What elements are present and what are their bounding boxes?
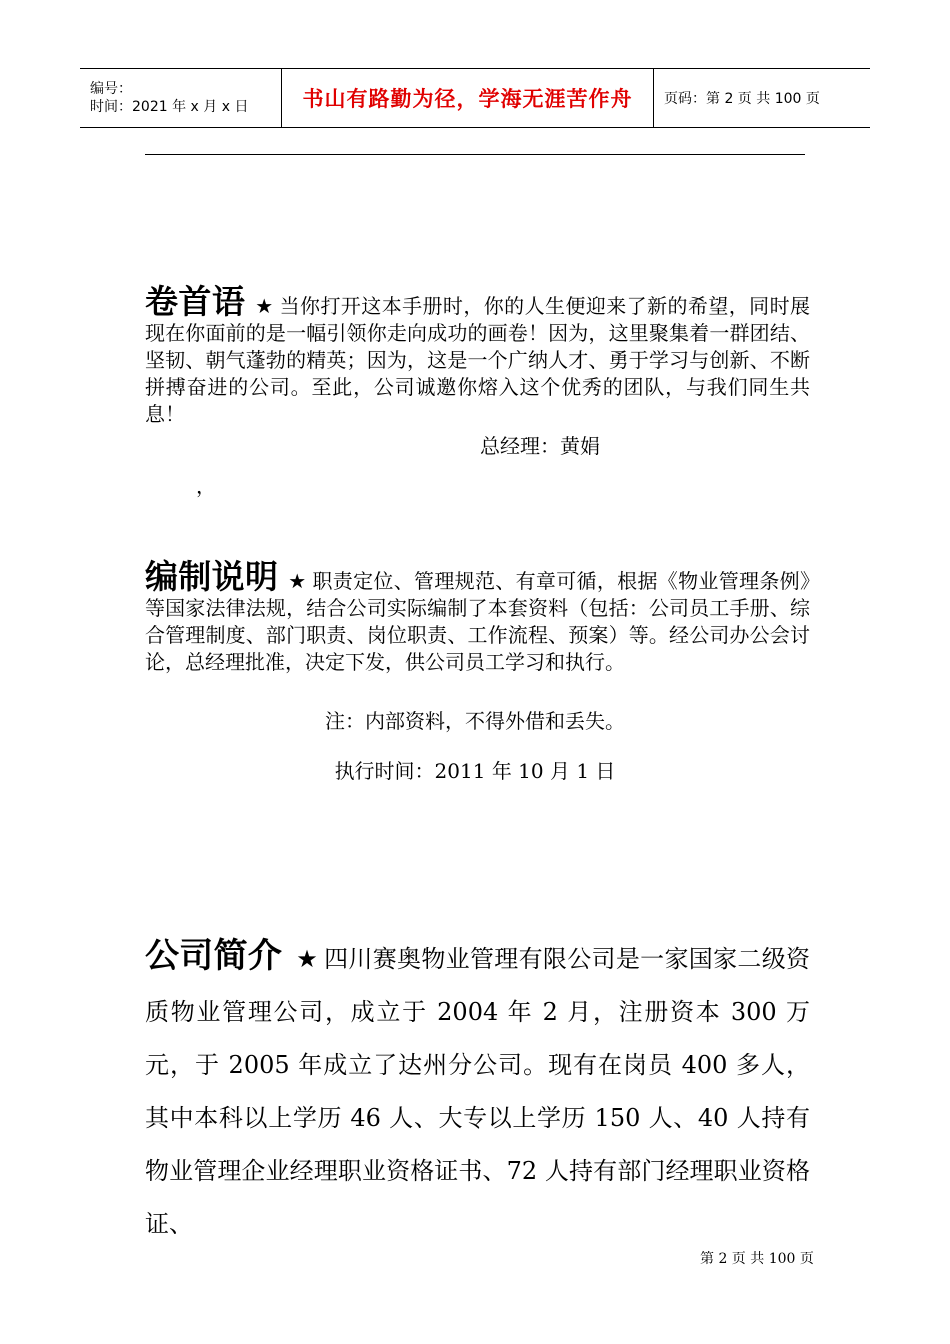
header-motto-cell bbox=[282, 69, 654, 127]
preface-heading: 卷首语 bbox=[145, 282, 246, 321]
header-motto: 书山有路勤为径，学海无涯苦作舟 bbox=[302, 87, 633, 111]
preface-section bbox=[145, 282, 811, 428]
header-page-number: 页码：第 2 页 共 100 页 bbox=[664, 91, 820, 107]
preface-signature: 总经理：黄娟 bbox=[480, 434, 600, 458]
preface-body: 当你打开这本手册时，你的人生便迎来了新的希望，同时展现在你面前的是一幅引领你走向成功的画卷！因为，这里聚集着一群团结、坚韧、朝气蓬勃的精英；因为，这是一个广纳人才、勇于学习与创新、不断拼搏奋进的公司。至此，公司诚邀你熔入这个优秀的团队，与我们同生共息！ bbox=[145, 294, 811, 426]
profile-body: 四川赛奥物业管理有限公司是一家国家二级资质物业管理公司，成立于 2004 年 2 月，注册资本 300 万元，于 2005 年成立了达州分公司。现有在岗员 400 多人，其中本科以上学历 46 人、大专以上学历 150 人、40 人持有物业管理企业经理职业资格证书、72 人持有部门经理职业资格证、 bbox=[145, 945, 811, 1238]
effective-date: 执行时间：2011 年 10 月 1 日 bbox=[334, 759, 616, 783]
document-time: 时间：2021 年 x 月 x 日 bbox=[90, 99, 249, 115]
page-header bbox=[80, 68, 870, 128]
star-icon: ★ bbox=[296, 945, 319, 973]
preface-paragraph bbox=[145, 282, 811, 428]
compilation-heading: 编制说明 bbox=[145, 557, 279, 596]
compilation-body: 职责定位、管理规范、有章可循，根据《物业管理条例》等国家法律法规，结合公司实际编制了本套资料（包括：公司员工手册、综合管理制度、部门职责、岗位职责、工作流程、预案）等。经公司办公会讨论，总经理批准，决定下发，供公司员工学习和执行。 bbox=[145, 569, 810, 674]
star-icon: ★ bbox=[255, 294, 274, 318]
internal-note: 注：内部资料，不得外借和丢失。 bbox=[325, 709, 625, 733]
header-meta bbox=[80, 69, 282, 127]
profile-section bbox=[145, 930, 810, 1251]
profile-heading: 公司简介 bbox=[145, 936, 283, 976]
compilation-section bbox=[145, 557, 810, 676]
stray-mark: ， bbox=[196, 474, 216, 498]
profile-paragraph bbox=[145, 930, 810, 1251]
page-footer: 第 2 页 共 100 页 bbox=[700, 1251, 814, 1267]
document-number: 编号： bbox=[90, 81, 132, 97]
compilation-paragraph bbox=[145, 557, 810, 676]
header-divider bbox=[145, 154, 805, 155]
star-icon: ★ bbox=[288, 569, 307, 593]
